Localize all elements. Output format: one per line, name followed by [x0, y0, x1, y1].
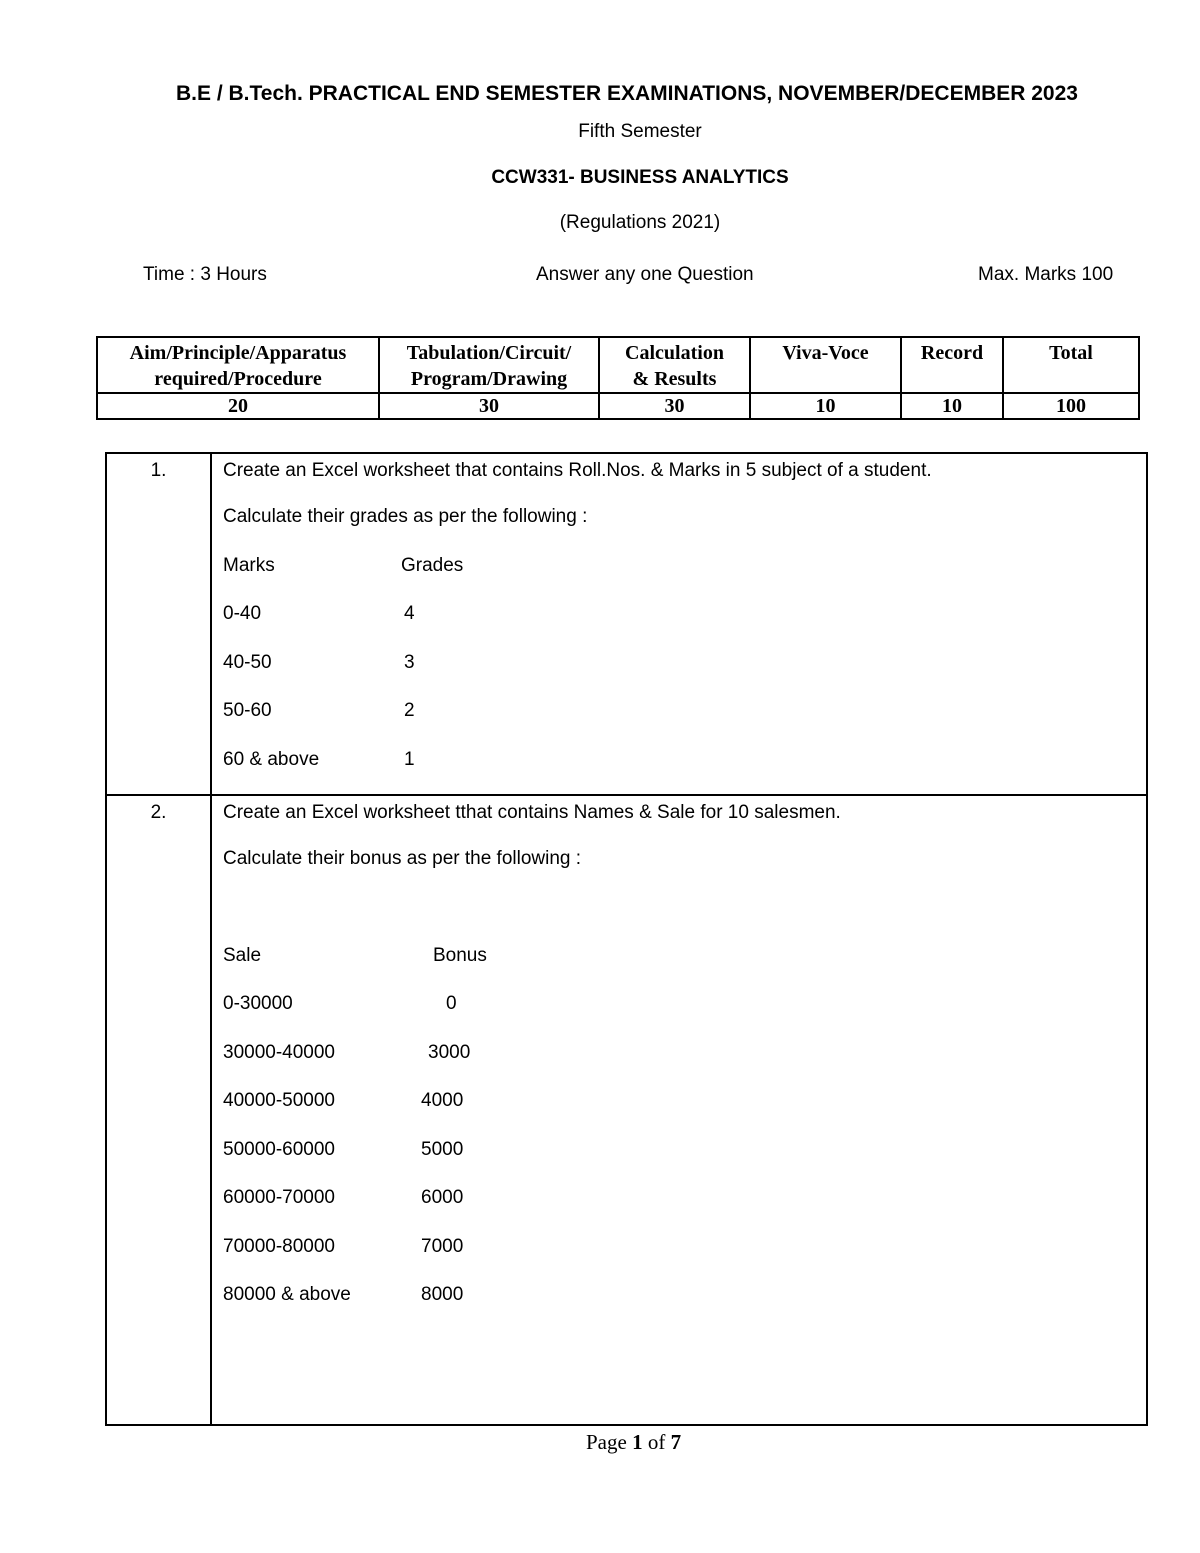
grade-col-header: Marks	[223, 554, 275, 576]
bonus-row	[223, 1233, 1146, 1282]
spacer	[223, 894, 1146, 942]
grade-value: 3	[404, 651, 415, 673]
page-total: 7	[670, 1430, 682, 1454]
marks-header-line: Total	[1049, 342, 1093, 364]
bonus-row	[223, 990, 1146, 1039]
bonus-range: 70000-80000	[223, 1235, 335, 1257]
marks-values-row	[97, 393, 1139, 419]
question-body	[211, 453, 1147, 795]
grade-range: 0-40	[223, 603, 262, 624]
bonus-range: 60000-70000	[223, 1187, 335, 1208]
grade-row	[223, 746, 1146, 795]
marks-value-cell: 30	[379, 393, 599, 419]
grade-col-header: Grades	[401, 554, 464, 576]
grade-row	[223, 600, 1146, 649]
bonus-value: 6000	[421, 1187, 464, 1208]
grade-value: 1	[404, 748, 415, 770]
bonus-col-header: Sale	[223, 944, 262, 966]
marks-header-cell	[97, 337, 379, 393]
grade-range: 40-50	[223, 651, 272, 673]
question-instruction: Calculate their bonus as per the following :	[223, 848, 582, 869]
exam-title: B.E / B.Tech. PRACTICAL END SEMESTER EXAMINATIONS, NOVEMBER/DECEMBER 2023	[176, 82, 1078, 105]
grade-row	[223, 649, 1146, 698]
questions-table	[105, 452, 1148, 1426]
bonus-col-header: Bonus	[433, 944, 487, 966]
bonus-range: 40000-50000	[223, 1090, 335, 1111]
grade-value: 2	[404, 700, 415, 721]
of-label: of	[647, 1430, 666, 1454]
marks-header-line: required/Procedure	[154, 368, 322, 390]
marks-header-line: Calculation	[625, 342, 724, 364]
marks-header-line: Aim/Principle/Apparatus	[129, 342, 347, 364]
bonus-row	[223, 1039, 1146, 1088]
bonus-row	[223, 1281, 1146, 1330]
marks-header-cell	[599, 337, 750, 393]
max-marks: Max. Marks 100	[978, 264, 1114, 285]
marks-value-cell: 10	[750, 393, 901, 419]
marks-header-cell	[901, 337, 1003, 393]
marks-value-cell: 100	[1003, 393, 1139, 419]
regulations: (Regulations 2021)	[559, 212, 721, 233]
marks-header-line: Viva-Voce	[782, 342, 869, 364]
question-number: 2.	[106, 795, 211, 1425]
marks-header-line: Program/Drawing	[410, 368, 568, 390]
bonus-row	[223, 1087, 1146, 1136]
page-label: Page	[586, 1430, 627, 1454]
question-intro: Create an Excel worksheet that contains Roll.Nos. & Marks in 5 subject of a student.	[223, 460, 932, 481]
marks-header-cell	[379, 337, 599, 393]
bonus-value: 5000	[421, 1138, 464, 1160]
marks-header-line: & Results	[632, 368, 717, 390]
bonus-row	[223, 1184, 1146, 1233]
marks-header-line: Tabulation/Circuit/	[406, 342, 572, 364]
bonus-value: 0	[446, 993, 457, 1014]
marks-value-cell: 20	[97, 393, 379, 419]
grade-range: 60 & above	[223, 748, 320, 770]
marks-distribution-table	[96, 336, 1140, 420]
exam-duration: Time : 3 Hours	[143, 264, 267, 285]
course-title: CCW331- BUSINESS ANALYTICS	[491, 167, 789, 188]
bonus-range: 80000 & above	[223, 1284, 351, 1305]
bonus-row	[223, 1136, 1146, 1185]
grade-range: 50-60	[223, 700, 272, 721]
bonus-range: 0-30000	[223, 993, 293, 1014]
marks-header-line: Record	[920, 342, 984, 364]
grade-row	[223, 697, 1146, 746]
bonus-range: 30000-40000	[223, 1041, 335, 1063]
page-current: 1	[632, 1430, 643, 1454]
question-body	[211, 795, 1147, 1425]
marks-header-cell	[750, 337, 901, 393]
question-row	[106, 795, 1147, 1425]
bonus-table-header	[223, 942, 1146, 991]
question-row	[106, 453, 1147, 795]
page-footer	[586, 1430, 681, 1455]
question-instruction: Calculate their grades as per the following :	[223, 506, 588, 527]
question-intro: Create an Excel worksheet tthat contains Names & Sale for 10 salesmen.	[223, 802, 841, 823]
marks-value-cell: 10	[901, 393, 1003, 419]
exam-instruction: Answer any one Question	[536, 264, 754, 285]
bonus-range: 50000-60000	[223, 1138, 335, 1160]
bonus-value: 3000	[428, 1041, 471, 1063]
grade-table-header	[223, 552, 1146, 601]
marks-value-cell: 30	[599, 393, 750, 419]
marks-header-row	[97, 337, 1139, 393]
bonus-value: 8000	[421, 1284, 464, 1305]
marks-header-cell	[1003, 337, 1139, 393]
semester: Fifth Semester	[578, 121, 702, 142]
grade-value: 4	[404, 603, 415, 624]
question-number: 1.	[106, 453, 211, 795]
bonus-value: 7000	[421, 1235, 464, 1257]
bonus-value: 4000	[421, 1090, 464, 1111]
